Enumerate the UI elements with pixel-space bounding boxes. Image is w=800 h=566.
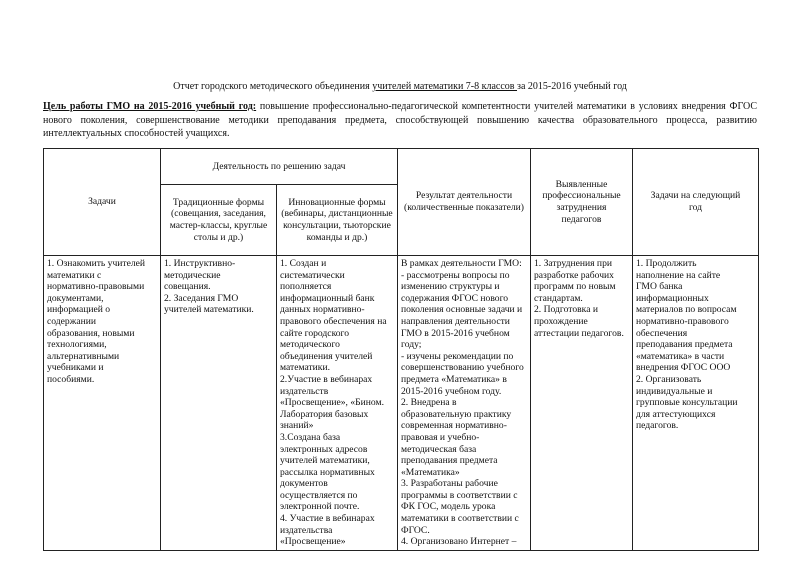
title-prefix: Отчет городского методического объединения — [173, 81, 373, 92]
cell-tasks: 1. Ознакомить учителей математики с нормативно-правовыми документами, информацией о содержании образования, новыми технологиями, альтернативными учебниками и пособиями. — [44, 256, 161, 551]
header-traditional: Традиционные формы (совещания, заседания, мастер-классы, круглые столы и др.) — [161, 185, 277, 256]
header-next-year: Задачи на следующий год — [633, 149, 759, 256]
cell-next-year: 1. Продолжить наполнение на сайте ГМО банка информационных материалов по вопросам нормативно-правового обеспечения преподавания предмета «математика» в части внедрения ФГОС ООО 2. Организовать индивидуальные и групповые консультации для аттестующихся педагогов. — [633, 256, 759, 551]
goal-text: повышение профессионально-педагогической компетентности учителей математики в условиях внедрения ФГОС нового поколения, совершенствование методики преподавания предмета, способствующей повышению качества образовательного процесса, развитию интеллектуальных способностей учащихся. — [43, 101, 757, 139]
header-activity: Деятельность по решению задач — [161, 149, 398, 185]
cell-difficulties: 1. Затруднения при разработке рабочих программ по новым стандартам. 2. Подготовка и прохождение аттестации педагогов. — [531, 256, 633, 551]
report-title — [0, 81, 800, 92]
header-difficulties: Выявленные профессиональные затруднения педагогов — [531, 149, 633, 256]
goal-paragraph — [43, 100, 757, 141]
report-table — [43, 148, 759, 551]
header-innovative: Инновационные формы (вебинары, дистанционные консультации, тьюторские команды и др.) — [277, 185, 398, 256]
header-tasks: Задачи — [44, 149, 161, 256]
cell-traditional: 1. Инструктивно- методические совещания. 2. Заседания ГМО учителей математики. — [161, 256, 277, 551]
cell-result: В рамках деятельности ГМО: - рассмотрены вопросы по изменению структуры и содержания ФГОС нового поколения основные задачи и направления деятельности ГМО в 2015-2016 учебном году; - изучены рекомендации по совершенствованию учебного предмета «Математика» в 2015-2016 учебном году. 2. Внедрена в образовательную практику современная нормативно- правовая и учебно- методическая база преподавания предмета «Математика» 3. Разработаны рабочие программы в соответствии с ФК ГОС, модель урока математики в соответствии с ФГОС. 4. Организовано Интернет – — [398, 256, 531, 551]
goal-label: Цель работы ГМО на 2015-2016 учебный год: — [43, 101, 257, 112]
title-suffix: за 2015-2016 учебный год — [517, 81, 627, 92]
cell-innovative: 1. Создан и систематически пополняется информационный банк данных нормативно- правового обеспечения на сайте городского методического объединения учителей математики. 2.Участие в вебинарах издательств «Просвещение», «Бином. Лаборатория базовых знаний» 3.Создана база электронных адресов учителей математики, рассылка нормативных документов осуществляется по электронной почте. 4. Участие в вебинарах издательства «Просвещение» — [277, 256, 398, 551]
header-result: Результат деятельности (количественные показатели) — [398, 149, 531, 256]
table-row — [44, 256, 759, 551]
title-underlined: учителей математики 7-8 классов — [372, 81, 518, 92]
